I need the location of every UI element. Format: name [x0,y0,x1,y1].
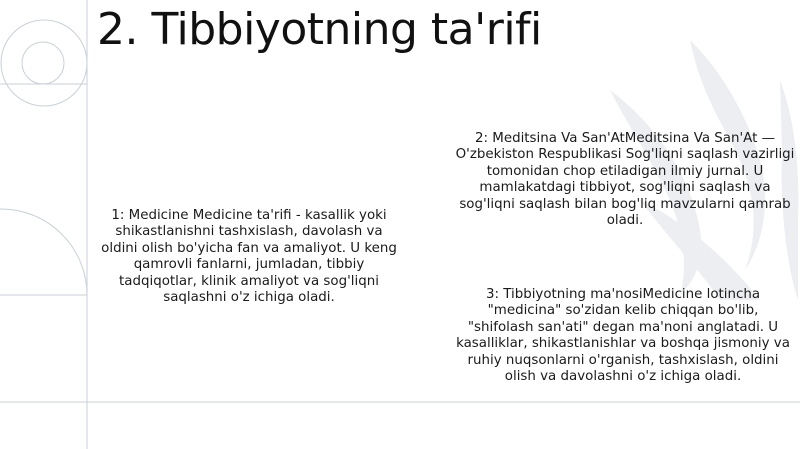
definition-block-3: 3: Tibbiyotning ma'nosiMedicine lotincha "medicina" so'zidan kelib chiqqan bo'lib, "shifolash san'ati" degan ma'noni anglatadi. U kasalliklar, shikastlanishlar va boshqa jismoniy va ruhiy nuqsonlarni o'rganish, tashxislash, oldini olish va davolashni o'z ichiga oladi. [456,287,790,385]
decor-circle-large [1,20,87,106]
definition-block-2: 2: Meditsina Va San'AtMeditsina Va San'At — O'zbekiston Respublikasi Sog'liqni saqlash vazirligi tomonidan chop etiladigan ilmiy jurnal. U mamlakatdagi tibbiyot, sog'liqni saqlash va sog'liqni saqlash bilan bog'liq mavzularni qamrab oladi. [455,131,795,229]
definition-block-1: 1: Medicine Medicine ta'rifi - kasallik yoki shikastlanishni tashxislash, davolash va oldini olish bo'yicha fan va amaliyot. U keng qamrovli fanlarni, jumladan, tibbiy tadqiqotlar, klinik amaliyot va sog'liqni saqlashni o'z ichiga oladi. [101,208,397,306]
slide-title: 2. Tibbiyotning ta'rifi [97,4,542,55]
decor-circle-small [22,42,64,84]
decor-arc [0,209,87,295]
